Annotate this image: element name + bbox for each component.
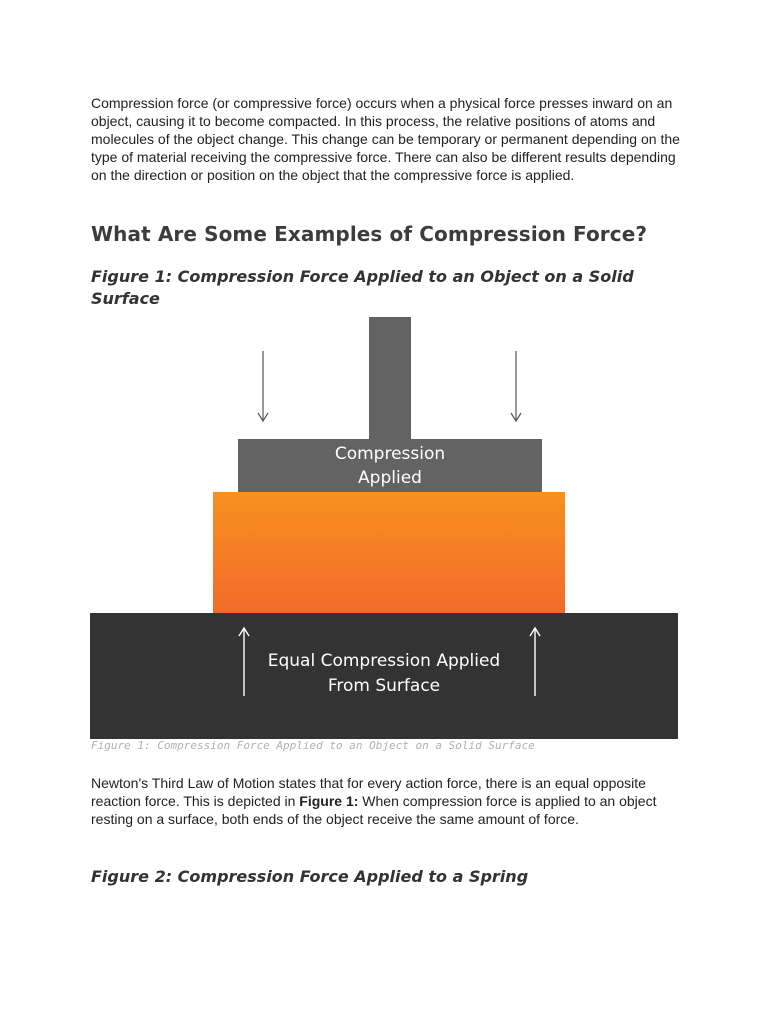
solid-surface: [90, 613, 678, 739]
newton-text-after: When compression force is applied to an object resting on a surface, both ends of the object receive the same amount of force.: [91, 793, 657, 827]
figure1-caption: Figure 1: Compression Force Applied to an Object on a Solid Surface: [91, 739, 535, 752]
newton-paragraph: [91, 774, 681, 828]
press-plate: [238, 439, 542, 492]
compression-applied-label: Compression Applied: [334, 443, 446, 488]
intro-paragraph: Compression force (or compressive force) occurs when a physical force presses inward on an object, causing it to become compacted. In this process, the relative positions of atoms and molecules of the object change. This change can be temporary or permanent depending on the type of material receiving the compressive force. There can also be different results depending on the direction or position on the object that the compressive force is applied.: [91, 95, 680, 183]
down-arrow-right-icon: [509, 351, 523, 423]
section-heading: What Are Some Examples of Compression Force?: [91, 222, 648, 246]
newton-text-before: Newton's Third Law of Motion states that for every action force, there is an equal opposite reaction force. This is depicted in: [91, 775, 646, 809]
newton-section: [91, 774, 681, 828]
intro-section: [91, 94, 681, 184]
up-arrow-left-icon: [237, 626, 251, 696]
press-stem: [369, 317, 411, 441]
down-arrow-left-icon: [256, 351, 270, 423]
figure2-title: Figure 2: Compression Force Applied to a Spring: [91, 867, 529, 886]
figure1-reference: Figure 1:: [299, 793, 359, 809]
surface-reaction-label: Equal Compression Applied From Surface: [267, 651, 501, 696]
figure1-diagram: [90, 317, 678, 739]
up-arrow-right-icon: [528, 626, 542, 696]
compressed-object: [213, 492, 565, 613]
figure1-title: Figure 1: Compression Force Applied to an Object on a Solid Surface: [91, 267, 634, 308]
